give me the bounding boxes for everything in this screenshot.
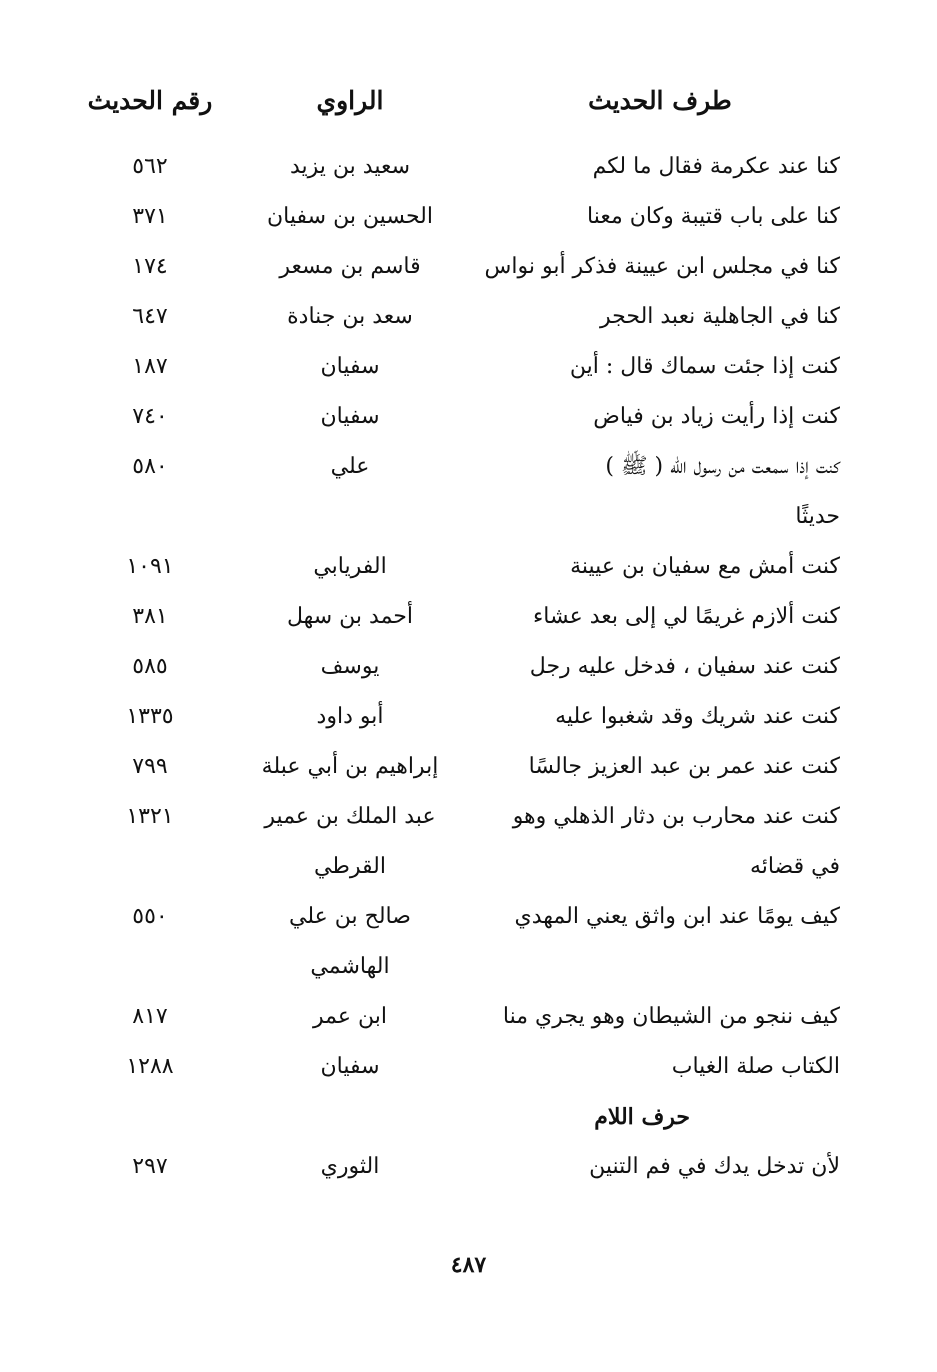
table-row bbox=[80, 142, 840, 192]
narrator-name: قاسم بن مسعر bbox=[279, 254, 421, 279]
narrator-name: علي bbox=[330, 454, 370, 479]
narrator-name: سفيان bbox=[320, 354, 380, 379]
table-row bbox=[80, 242, 840, 292]
narrator-name: القرطي bbox=[314, 854, 386, 879]
table-row bbox=[80, 192, 840, 242]
hadith-number: ١٣٣٥ bbox=[126, 704, 174, 729]
section-title-text: حرف اللام bbox=[594, 1104, 690, 1130]
hadith-number: ٦٤٧ bbox=[132, 304, 168, 329]
narrator-name: أحمد بن سهل bbox=[286, 604, 414, 629]
table-row bbox=[80, 642, 840, 692]
table-row bbox=[80, 792, 840, 842]
hadith-number: ٥٨٥ bbox=[132, 654, 168, 679]
hadith-number: ٢٩٧ bbox=[132, 1154, 168, 1179]
hadith-text: لأن تدخل يدك في فم التنين bbox=[589, 1154, 840, 1179]
section-heading bbox=[80, 1092, 840, 1142]
hadith-text: كنت أمش مع سفيان بن عيينة bbox=[570, 554, 840, 579]
narrator-name: سفيان bbox=[320, 404, 380, 429]
table-row bbox=[80, 392, 840, 442]
narrator-name: سعيد بن يزيد bbox=[289, 154, 411, 179]
page-number: ٤٨٧ bbox=[450, 1252, 487, 1278]
narrator-name: إبراهيم بن أبي عبلة bbox=[261, 754, 439, 779]
hadith-number: ١٧٤ bbox=[132, 254, 168, 279]
narrator-name: يوسف bbox=[320, 654, 380, 679]
header-hadith-end: طرف الحديث bbox=[588, 86, 732, 115]
hadith-text: في قضائه bbox=[749, 854, 840, 879]
narrator-name: الهاشمي bbox=[310, 954, 390, 979]
narrator-name: الفريابي bbox=[313, 554, 387, 579]
hadith-text: حديثًا bbox=[795, 504, 840, 529]
narrator-name: ابن عمر bbox=[313, 1004, 387, 1029]
narrator-name: الحسين بن سفيان bbox=[267, 204, 433, 229]
narrator-name: عبد الملك بن عمير bbox=[264, 804, 436, 829]
header-hadith-number: رقم الحديث bbox=[87, 86, 213, 115]
hadith-text: كنت عند شريك وقد شغبوا عليه bbox=[555, 704, 840, 729]
hadith-number: ٧٤٠ bbox=[132, 404, 168, 429]
hadith-number: ٥٦٢ bbox=[132, 154, 168, 179]
hadith-text: كنت عند سفيان ، فدخل عليه رجل bbox=[529, 654, 840, 679]
table-row bbox=[80, 1142, 840, 1192]
hadith-text: كنت ألازم غريمًا لي إلى بعد عشاء bbox=[532, 604, 840, 629]
hadith-text: كنت عند محارب بن دثار الذهلي وهو bbox=[512, 804, 840, 829]
hadith-text: كنا عند عكرمة فقال ما لكم bbox=[592, 154, 840, 179]
hadith-number: ٣٧١ bbox=[132, 204, 168, 229]
hadith-text: كنا في الجاهلية نعبد الحجر bbox=[600, 304, 840, 329]
table-row bbox=[80, 592, 840, 642]
narrator-name: الثوري bbox=[320, 1154, 380, 1179]
hadith-text: كنت عند عمر بن عبد العزيز جالسًا bbox=[528, 754, 840, 779]
table-row-continuation bbox=[80, 492, 840, 542]
hadith-number: ١٣٢١ bbox=[126, 804, 174, 829]
hadith-number: ٧٩٩ bbox=[132, 754, 168, 779]
table-row bbox=[80, 992, 840, 1042]
table-row-continuation bbox=[80, 842, 840, 892]
hadith-text: كيف ننجو من الشيطان وهو يجري منا bbox=[502, 1004, 840, 1029]
table-row bbox=[80, 542, 840, 592]
hadith-number: ١٨٧ bbox=[132, 354, 168, 379]
hadith-number: ٨١٧ bbox=[132, 1004, 168, 1029]
hadith-text: الكتاب صلة الغياب bbox=[671, 1054, 840, 1079]
hadith-number: ٣٨١ bbox=[132, 604, 168, 629]
hadith-text: كنا في مجلس ابن عيينة فذكر أبو نواس bbox=[484, 254, 840, 279]
hadith-text: كنت إذا سمعت من رسول اللّه ( ﷺ ) bbox=[605, 454, 840, 479]
header-narrator: الراوي bbox=[316, 86, 384, 115]
hadith-index-table bbox=[80, 142, 840, 1192]
table-header bbox=[80, 86, 840, 130]
table-row bbox=[80, 442, 840, 492]
hadith-number: ١٠٩١ bbox=[126, 554, 174, 579]
table-row bbox=[80, 742, 840, 792]
hadith-text: كنت إذا جئت سماك قال : أين bbox=[569, 354, 840, 379]
hadith-number: ١٢٨٨ bbox=[126, 1054, 174, 1079]
hadith-text: كنت إذا رأيت زياد بن فياض bbox=[593, 404, 840, 429]
hadith-text: كنا على باب قتيبة وكان معنا bbox=[587, 204, 840, 229]
narrator-name: أبو داود bbox=[316, 704, 384, 729]
narrator-name: سعد بن جنادة bbox=[287, 304, 413, 329]
table-row bbox=[80, 892, 840, 942]
narrator-name: صالح بن علي bbox=[289, 904, 411, 929]
table-row bbox=[80, 692, 840, 742]
narrator-name: سفيان bbox=[320, 1054, 380, 1079]
table-row bbox=[80, 1042, 840, 1092]
hadith-number: ٥٥٠ bbox=[132, 904, 168, 929]
hadith-text: كيف يومًا عند ابن واثق يعني المهدي bbox=[514, 904, 840, 929]
hadith-number: ٥٨٠ bbox=[132, 454, 168, 479]
table-row bbox=[80, 292, 840, 342]
table-row bbox=[80, 342, 840, 392]
table-row-continuation bbox=[80, 942, 840, 992]
